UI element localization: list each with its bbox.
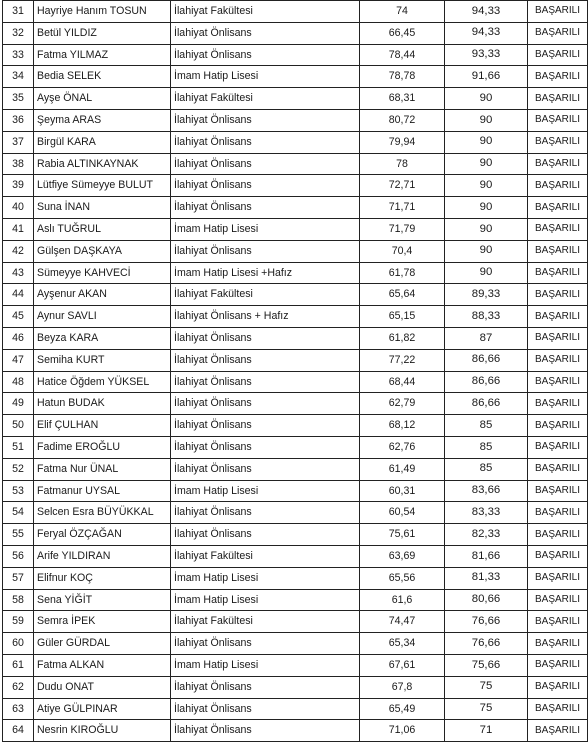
row-number-cell: 53: [3, 480, 34, 502]
school-type-cell: İlahiyat Önlisans: [171, 349, 360, 371]
row-number-cell: 49: [3, 393, 34, 415]
row-number-cell: 61: [3, 654, 34, 676]
score-2-cell: 81,66: [445, 545, 528, 567]
row-number-cell: 40: [3, 197, 34, 219]
table-row: [3, 22, 588, 44]
candidate-name-cell: Lütfiye Sümeyye BULUT: [34, 175, 171, 197]
candidate-name-cell: Atiye GÜLPINAR: [34, 698, 171, 720]
school-type-cell: İlahiyat Önlisans: [171, 240, 360, 262]
candidate-name-cell: Fadime EROĞLU: [34, 436, 171, 458]
row-number-cell: 63: [3, 698, 34, 720]
row-number-cell: 47: [3, 349, 34, 371]
result-status-cell: BAŞARILI: [528, 44, 588, 66]
score-2-cell: 86,66: [445, 371, 528, 393]
score-2-cell: 90: [445, 240, 528, 262]
score-1-cell: 60,31: [360, 480, 445, 502]
score-2-cell: 88,33: [445, 306, 528, 328]
score-2-cell: 94,33: [445, 22, 528, 44]
row-number-cell: 59: [3, 611, 34, 633]
score-1-cell: 71,79: [360, 218, 445, 240]
candidate-name-cell: Aslı TUĞRUL: [34, 218, 171, 240]
score-2-cell: 76,66: [445, 633, 528, 655]
row-number-cell: 33: [3, 44, 34, 66]
result-status-cell: BAŞARILI: [528, 633, 588, 655]
table-row: [3, 262, 588, 284]
table-row: [3, 611, 588, 633]
table-row: [3, 698, 588, 720]
score-2-cell: 75: [445, 676, 528, 698]
score-1-cell: 65,34: [360, 633, 445, 655]
school-type-cell: İmam Hatip Lisesi: [171, 66, 360, 88]
candidate-name-cell: Sümeyye KAHVECİ: [34, 262, 171, 284]
row-number-cell: 56: [3, 545, 34, 567]
table-row: [3, 393, 588, 415]
result-status-cell: BAŞARILI: [528, 589, 588, 611]
school-type-cell: İmam Hatip Lisesi: [171, 218, 360, 240]
result-status-cell: BAŞARILI: [528, 240, 588, 262]
score-1-cell: 67,8: [360, 676, 445, 698]
table-row: [3, 502, 588, 524]
school-type-cell: İmam Hatip Lisesi +Hafız: [171, 262, 360, 284]
row-number-cell: 54: [3, 502, 34, 524]
score-2-cell: 75: [445, 698, 528, 720]
row-number-cell: 52: [3, 458, 34, 480]
candidate-name-cell: Hatun BUDAK: [34, 393, 171, 415]
candidate-name-cell: Ayşe ÖNAL: [34, 88, 171, 110]
school-type-cell: İlahiyat Önlisans: [171, 415, 360, 437]
score-2-cell: 83,33: [445, 502, 528, 524]
row-number-cell: 57: [3, 567, 34, 589]
table-row: [3, 240, 588, 262]
result-status-cell: BAŞARILI: [528, 22, 588, 44]
table-row: [3, 44, 588, 66]
score-2-cell: 90: [445, 88, 528, 110]
table-row: [3, 306, 588, 328]
score-1-cell: 79,94: [360, 131, 445, 153]
candidate-name-cell: Fatma YILMAZ: [34, 44, 171, 66]
row-number-cell: 60: [3, 633, 34, 655]
school-type-cell: İlahiyat Önlisans: [171, 720, 360, 742]
row-number-cell: 46: [3, 327, 34, 349]
candidate-name-cell: Arife YILDIRAN: [34, 545, 171, 567]
score-2-cell: 89,33: [445, 284, 528, 306]
score-2-cell: 90: [445, 175, 528, 197]
score-1-cell: 74: [360, 1, 445, 23]
candidate-name-cell: Betül YILDIZ: [34, 22, 171, 44]
row-number-cell: 51: [3, 436, 34, 458]
table-row: [3, 720, 588, 742]
school-type-cell: İmam Hatip Lisesi: [171, 567, 360, 589]
row-number-cell: 31: [3, 1, 34, 23]
table-row: [3, 589, 588, 611]
candidate-name-cell: Ayşenur AKAN: [34, 284, 171, 306]
result-status-cell: BAŞARILI: [528, 262, 588, 284]
result-status-cell: BAŞARILI: [528, 349, 588, 371]
school-type-cell: İlahiyat Önlisans: [171, 327, 360, 349]
score-1-cell: 61,82: [360, 327, 445, 349]
score-2-cell: 85: [445, 458, 528, 480]
candidate-name-cell: Birgül KARA: [34, 131, 171, 153]
row-number-cell: 38: [3, 153, 34, 175]
school-type-cell: İlahiyat Önlisans: [171, 676, 360, 698]
score-2-cell: 76,66: [445, 611, 528, 633]
result-status-cell: BAŞARILI: [528, 567, 588, 589]
school-type-cell: İlahiyat Fakültesi: [171, 284, 360, 306]
table-row: [3, 349, 588, 371]
candidate-name-cell: Rabia ALTINKAYNAK: [34, 153, 171, 175]
result-status-cell: BAŞARILI: [528, 611, 588, 633]
candidate-name-cell: Dudu ONAT: [34, 676, 171, 698]
score-2-cell: 93,33: [445, 44, 528, 66]
table-row: [3, 153, 588, 175]
result-status-cell: BAŞARILI: [528, 720, 588, 742]
result-status-cell: BAŞARILI: [528, 502, 588, 524]
candidate-name-cell: Aynur SAVLI: [34, 306, 171, 328]
score-1-cell: 68,44: [360, 371, 445, 393]
result-status-cell: BAŞARILI: [528, 284, 588, 306]
score-1-cell: 71,71: [360, 197, 445, 219]
candidate-name-cell: Feryal ÖZÇAĞAN: [34, 524, 171, 546]
result-status-cell: BAŞARILI: [528, 371, 588, 393]
table-row: [3, 218, 588, 240]
result-status-cell: BAŞARILI: [528, 88, 588, 110]
school-type-cell: İlahiyat Önlisans: [171, 633, 360, 655]
row-number-cell: 62: [3, 676, 34, 698]
row-number-cell: 35: [3, 88, 34, 110]
score-2-cell: 71: [445, 720, 528, 742]
result-status-cell: BAŞARILI: [528, 676, 588, 698]
score-1-cell: 71,06: [360, 720, 445, 742]
score-1-cell: 70,4: [360, 240, 445, 262]
score-1-cell: 62,79: [360, 393, 445, 415]
result-status-cell: BAŞARILI: [528, 1, 588, 23]
table-row: [3, 371, 588, 393]
table-row: [3, 480, 588, 502]
table-row: [3, 567, 588, 589]
school-type-cell: İlahiyat Önlisans: [171, 153, 360, 175]
score-1-cell: 61,6: [360, 589, 445, 611]
score-2-cell: 87: [445, 327, 528, 349]
score-1-cell: 78,44: [360, 44, 445, 66]
score-2-cell: 82,33: [445, 524, 528, 546]
score-1-cell: 78,78: [360, 66, 445, 88]
score-1-cell: 75,61: [360, 524, 445, 546]
row-number-cell: 41: [3, 218, 34, 240]
result-status-cell: BAŞARILI: [528, 66, 588, 88]
table-row: [3, 458, 588, 480]
table-row: [3, 676, 588, 698]
row-number-cell: 55: [3, 524, 34, 546]
candidate-name-cell: Elif ÇULHAN: [34, 415, 171, 437]
score-2-cell: 90: [445, 131, 528, 153]
table-row: [3, 633, 588, 655]
score-2-cell: 85: [445, 415, 528, 437]
school-type-cell: İlahiyat Önlisans: [171, 393, 360, 415]
score-1-cell: 65,56: [360, 567, 445, 589]
school-type-cell: İlahiyat Önlisans: [171, 44, 360, 66]
result-status-cell: BAŞARILI: [528, 175, 588, 197]
result-status-cell: BAŞARILI: [528, 153, 588, 175]
candidate-name-cell: Sena YİĞİT: [34, 589, 171, 611]
candidate-name-cell: Beyza KARA: [34, 327, 171, 349]
result-status-cell: BAŞARILI: [528, 480, 588, 502]
score-2-cell: 91,66: [445, 66, 528, 88]
table-row: [3, 327, 588, 349]
result-status-cell: BAŞARILI: [528, 218, 588, 240]
row-number-cell: 42: [3, 240, 34, 262]
school-type-cell: İlahiyat Önlisans: [171, 22, 360, 44]
result-status-cell: BAŞARILI: [528, 698, 588, 720]
school-type-cell: İlahiyat Önlisans: [171, 502, 360, 524]
candidate-name-cell: Bedia SELEK: [34, 66, 171, 88]
score-2-cell: 75,66: [445, 654, 528, 676]
result-status-cell: BAŞARILI: [528, 393, 588, 415]
row-number-cell: 32: [3, 22, 34, 44]
result-status-cell: BAŞARILI: [528, 524, 588, 546]
table-row: [3, 415, 588, 437]
row-number-cell: 50: [3, 415, 34, 437]
table-row: [3, 175, 588, 197]
school-type-cell: İlahiyat Önlisans: [171, 197, 360, 219]
result-status-cell: BAŞARILI: [528, 654, 588, 676]
score-2-cell: 86,66: [445, 349, 528, 371]
table-row: [3, 545, 588, 567]
candidate-name-cell: Semra İPEK: [34, 611, 171, 633]
score-2-cell: 90: [445, 218, 528, 240]
row-number-cell: 58: [3, 589, 34, 611]
score-1-cell: 61,49: [360, 458, 445, 480]
candidate-name-cell: Semiha KURT: [34, 349, 171, 371]
score-2-cell: 81,33: [445, 567, 528, 589]
score-1-cell: 67,61: [360, 654, 445, 676]
score-1-cell: 78: [360, 153, 445, 175]
school-type-cell: İlahiyat Önlisans: [171, 175, 360, 197]
results-table: [2, 0, 588, 742]
table-row: [3, 66, 588, 88]
score-1-cell: 60,54: [360, 502, 445, 524]
table-row: [3, 654, 588, 676]
table-row: [3, 524, 588, 546]
row-number-cell: 64: [3, 720, 34, 742]
candidate-name-cell: Fatma ALKAN: [34, 654, 171, 676]
score-1-cell: 77,22: [360, 349, 445, 371]
results-table-body: [3, 1, 588, 742]
school-type-cell: İlahiyat Önlisans: [171, 109, 360, 131]
score-1-cell: 63,69: [360, 545, 445, 567]
candidate-name-cell: Gülşen DAŞKAYA: [34, 240, 171, 262]
score-1-cell: 68,12: [360, 415, 445, 437]
result-status-cell: BAŞARILI: [528, 109, 588, 131]
score-2-cell: 86,66: [445, 393, 528, 415]
result-status-cell: BAŞARILI: [528, 436, 588, 458]
score-2-cell: 90: [445, 262, 528, 284]
score-2-cell: 80,66: [445, 589, 528, 611]
row-number-cell: 48: [3, 371, 34, 393]
result-status-cell: BAŞARILI: [528, 131, 588, 153]
school-type-cell: İlahiyat Fakültesi: [171, 1, 360, 23]
table-row: [3, 284, 588, 306]
candidate-name-cell: Güler GÜRDAL: [34, 633, 171, 655]
score-1-cell: 62,76: [360, 436, 445, 458]
result-status-cell: BAŞARILI: [528, 197, 588, 219]
row-number-cell: 45: [3, 306, 34, 328]
candidate-name-cell: Nesrin KIROĞLU: [34, 720, 171, 742]
score-1-cell: 66,45: [360, 22, 445, 44]
school-type-cell: İmam Hatip Lisesi: [171, 589, 360, 611]
candidate-name-cell: Suna İNAN: [34, 197, 171, 219]
row-number-cell: 36: [3, 109, 34, 131]
score-1-cell: 65,64: [360, 284, 445, 306]
score-2-cell: 94,33: [445, 1, 528, 23]
score-2-cell: 90: [445, 197, 528, 219]
candidate-name-cell: Şeyma ARAS: [34, 109, 171, 131]
score-1-cell: 68,31: [360, 88, 445, 110]
table-row: [3, 1, 588, 23]
school-type-cell: İlahiyat Fakültesi: [171, 545, 360, 567]
score-1-cell: 74,47: [360, 611, 445, 633]
score-1-cell: 72,71: [360, 175, 445, 197]
school-type-cell: İlahiyat Önlisans: [171, 131, 360, 153]
score-1-cell: 65,49: [360, 698, 445, 720]
candidate-name-cell: Selcen Esra BÜYÜKKAL: [34, 502, 171, 524]
score-2-cell: 83,66: [445, 480, 528, 502]
school-type-cell: İlahiyat Fakültesi: [171, 611, 360, 633]
table-row: [3, 436, 588, 458]
score-1-cell: 80,72: [360, 109, 445, 131]
school-type-cell: İlahiyat Önlisans: [171, 371, 360, 393]
score-2-cell: 90: [445, 109, 528, 131]
score-1-cell: 65,15: [360, 306, 445, 328]
score-2-cell: 90: [445, 153, 528, 175]
table-row: [3, 109, 588, 131]
result-status-cell: BAŞARILI: [528, 545, 588, 567]
candidate-name-cell: Hatice Öğdem YÜKSEL: [34, 371, 171, 393]
school-type-cell: İlahiyat Fakültesi: [171, 88, 360, 110]
school-type-cell: İlahiyat Önlisans: [171, 458, 360, 480]
candidate-name-cell: Fatma Nur ÜNAL: [34, 458, 171, 480]
table-row: [3, 197, 588, 219]
school-type-cell: İlahiyat Önlisans: [171, 524, 360, 546]
candidate-name-cell: Hayriye Hanım TOSUN: [34, 1, 171, 23]
row-number-cell: 39: [3, 175, 34, 197]
table-row: [3, 131, 588, 153]
row-number-cell: 43: [3, 262, 34, 284]
candidate-name-cell: Elifnur KOÇ: [34, 567, 171, 589]
result-status-cell: BAŞARILI: [528, 415, 588, 437]
row-number-cell: 44: [3, 284, 34, 306]
candidate-name-cell: Fatmanur UYSAL: [34, 480, 171, 502]
school-type-cell: İmam Hatip Lisesi: [171, 654, 360, 676]
school-type-cell: İlahiyat Önlisans: [171, 698, 360, 720]
row-number-cell: 34: [3, 66, 34, 88]
row-number-cell: 37: [3, 131, 34, 153]
result-status-cell: BAŞARILI: [528, 327, 588, 349]
result-status-cell: BAŞARILI: [528, 306, 588, 328]
table-row: [3, 88, 588, 110]
score-2-cell: 85: [445, 436, 528, 458]
school-type-cell: İlahiyat Önlisans + Hafız: [171, 306, 360, 328]
school-type-cell: İlahiyat Önlisans: [171, 436, 360, 458]
result-status-cell: BAŞARILI: [528, 458, 588, 480]
school-type-cell: İmam Hatip Lisesi: [171, 480, 360, 502]
score-1-cell: 61,78: [360, 262, 445, 284]
